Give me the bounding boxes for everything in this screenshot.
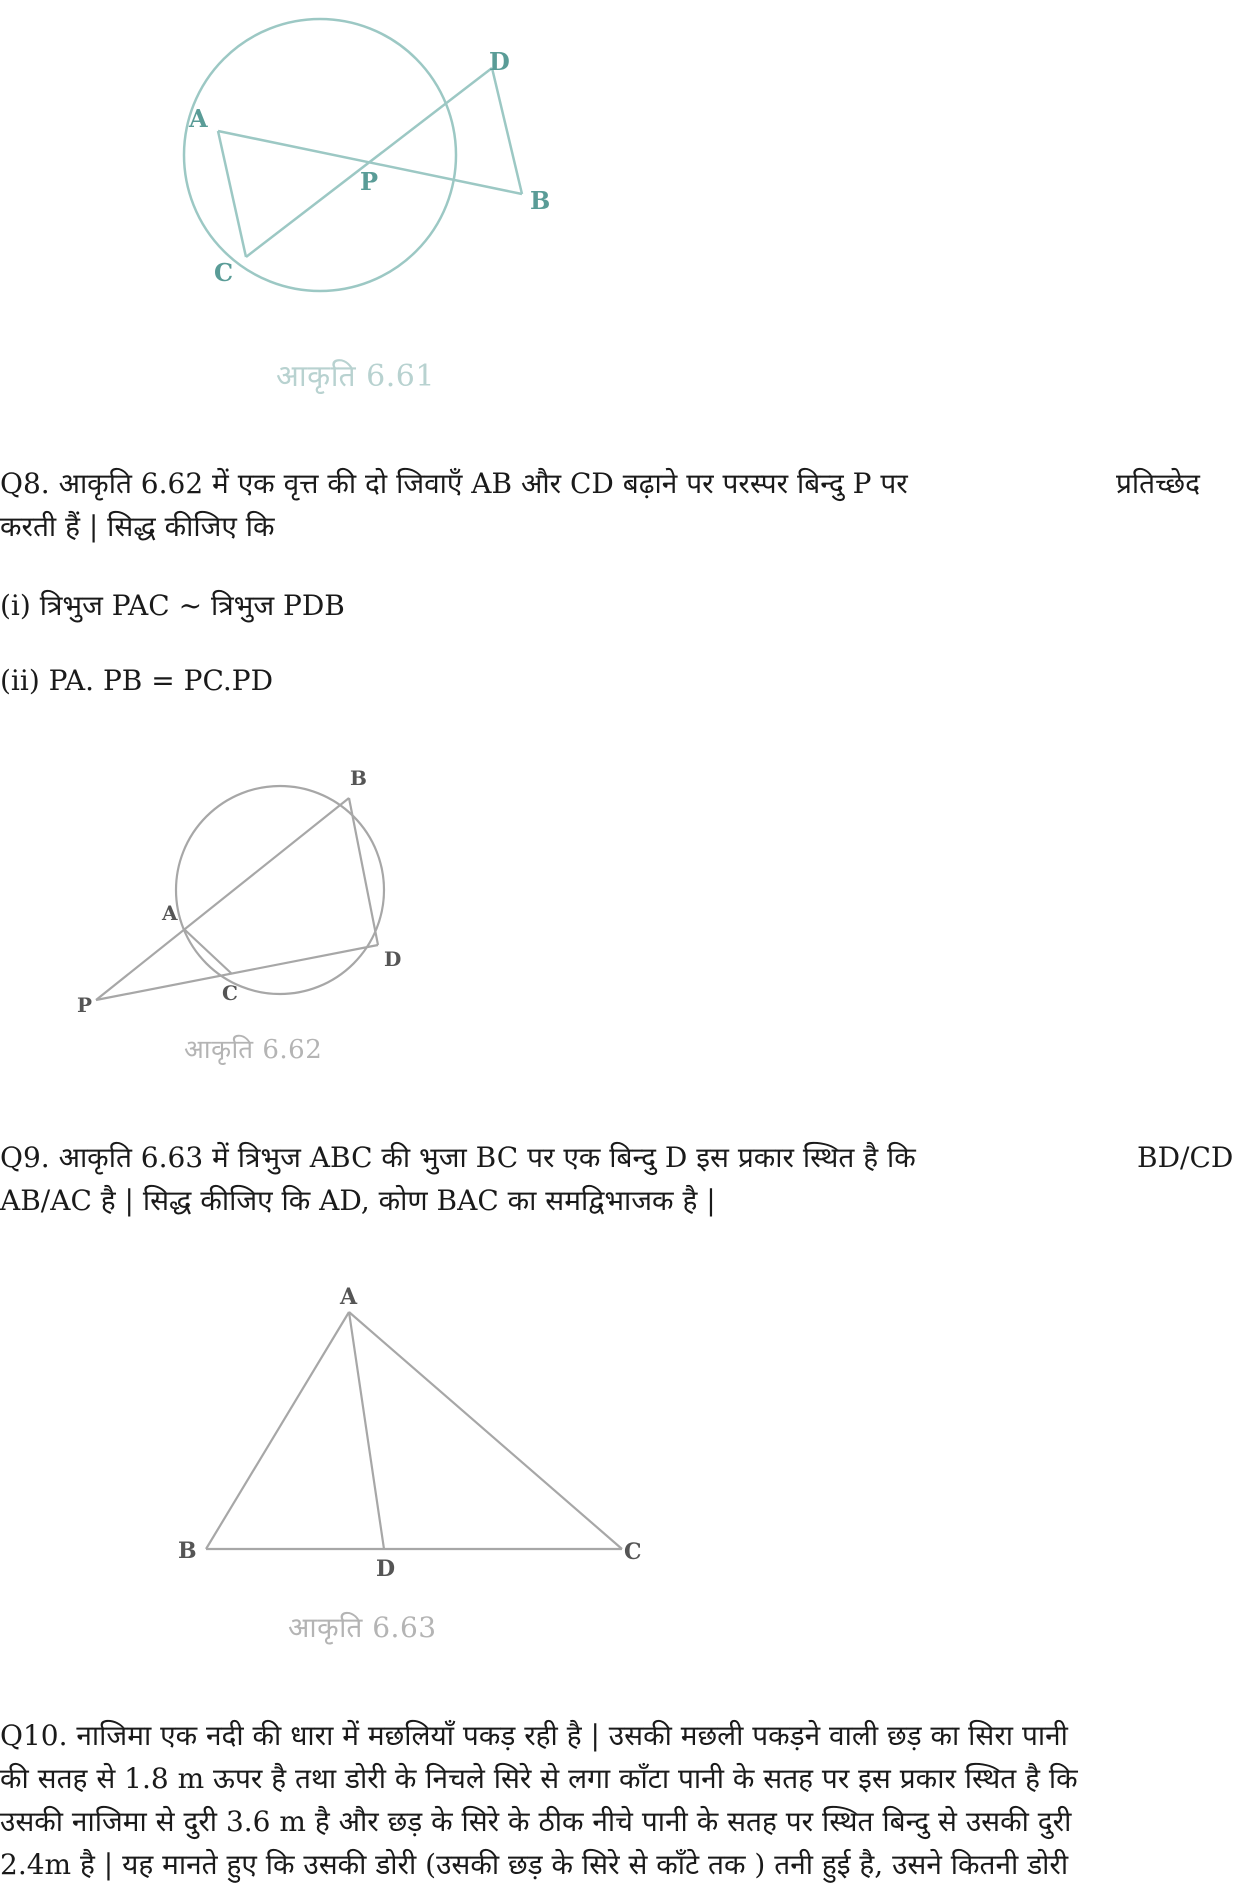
segment-bd [349,798,378,945]
segment-db [492,68,522,194]
point-label-d: D [384,947,402,971]
side-ab [206,1312,349,1549]
figure-6-61 [0,0,600,330]
point-label-d: D [376,1556,396,1582]
figure-6-63 [0,1270,700,1590]
question-9-line-1: Q9. आकृति 6.63 में त्रिभुज ABC की भुजा BC पर एक बिन्दु D इस प्रकार स्थित है कि [0,1141,916,1174]
point-label-a: A [162,901,178,925]
circle [184,19,456,291]
question-8-line-2: करती हैं | सिद्ध कीजिए कि [0,510,275,543]
question-10 [0,1714,1078,1886]
point-label-c: C [624,1539,642,1565]
figure-6-62-diagram [0,760,450,1020]
point-label-b: B [178,1538,197,1564]
point-label-a: A [189,104,208,133]
question-10-line-2: की सतह से 1.8 m ऊपर है तथा डोरी के निचले सिरे से लगा काँटा पानी के सतह पर इस प्रकार स्थित है कि [0,1762,1078,1795]
figure-caption: आकृति 6.63 [288,1611,437,1644]
point-label-c: C [214,258,234,287]
question-8-part-2: (ii) PA. PB = PC.PD [0,664,274,697]
point-label-b: B [350,766,367,790]
question-8-line-1: Q8. आकृति 6.62 में एक वृत्त की दो जिवाएँ AB और CD बढ़ाने पर परस्पर बिन्दु P पर [0,467,908,500]
question-8-line-1-end: प्रतिच्छेद [1116,467,1200,500]
figure-caption: आकृति 6.61 [276,359,435,394]
question-10-line-3: उसकी नाजिमा से दुरी 3.6 m है और छड़ के सिरे के ठीक नीचे पानी के सतह पर स्थित बिन्दु से उसकी दुरी [0,1805,1072,1838]
figure-6-61-diagram [0,0,600,330]
figure-caption: आकृति 6.62 [184,1035,323,1065]
segment-ac [185,930,232,974]
question-9-line-2: AB/AC है | सिद्ध कीजिए कि AD, कोण BAC का समद्विभाजक है | [0,1184,716,1217]
question-8-part-1: (i) त्रिभुज PAC ~ त्रिभुज PDB [0,589,345,622]
figure-6-63-diagram [0,1270,700,1590]
question-9-line-1-end: BD/CD [1137,1141,1234,1174]
point-label-p: P [77,993,93,1017]
side-ac [349,1312,622,1549]
point-label-c: C [222,981,238,1005]
point-label-p: P [360,167,379,196]
segment-ac [218,131,246,257]
point-label-b: B [530,186,551,215]
bisector-ad [349,1312,384,1549]
point-label-d: D [489,47,510,76]
question-8 [0,462,1235,548]
question-10-line-1: Q10. नाजिमा एक नदी की धारा में मछलियाँ पकड़ रही है | उसकी मछली पकड़ने वाली छड़ का सिरा पानी [0,1719,1068,1752]
question-9 [0,1136,1235,1222]
figure-6-62 [0,760,450,1020]
line-pb [96,798,349,1000]
question-10-line-4: 2.4m है | यह मानते हुए कि उसकी डोरी (उसकी छड़ के सिरे से काँटे तक ) तनी हुई है, उसने कितनी डोरी [0,1848,1069,1881]
point-label-a: A [340,1284,358,1310]
